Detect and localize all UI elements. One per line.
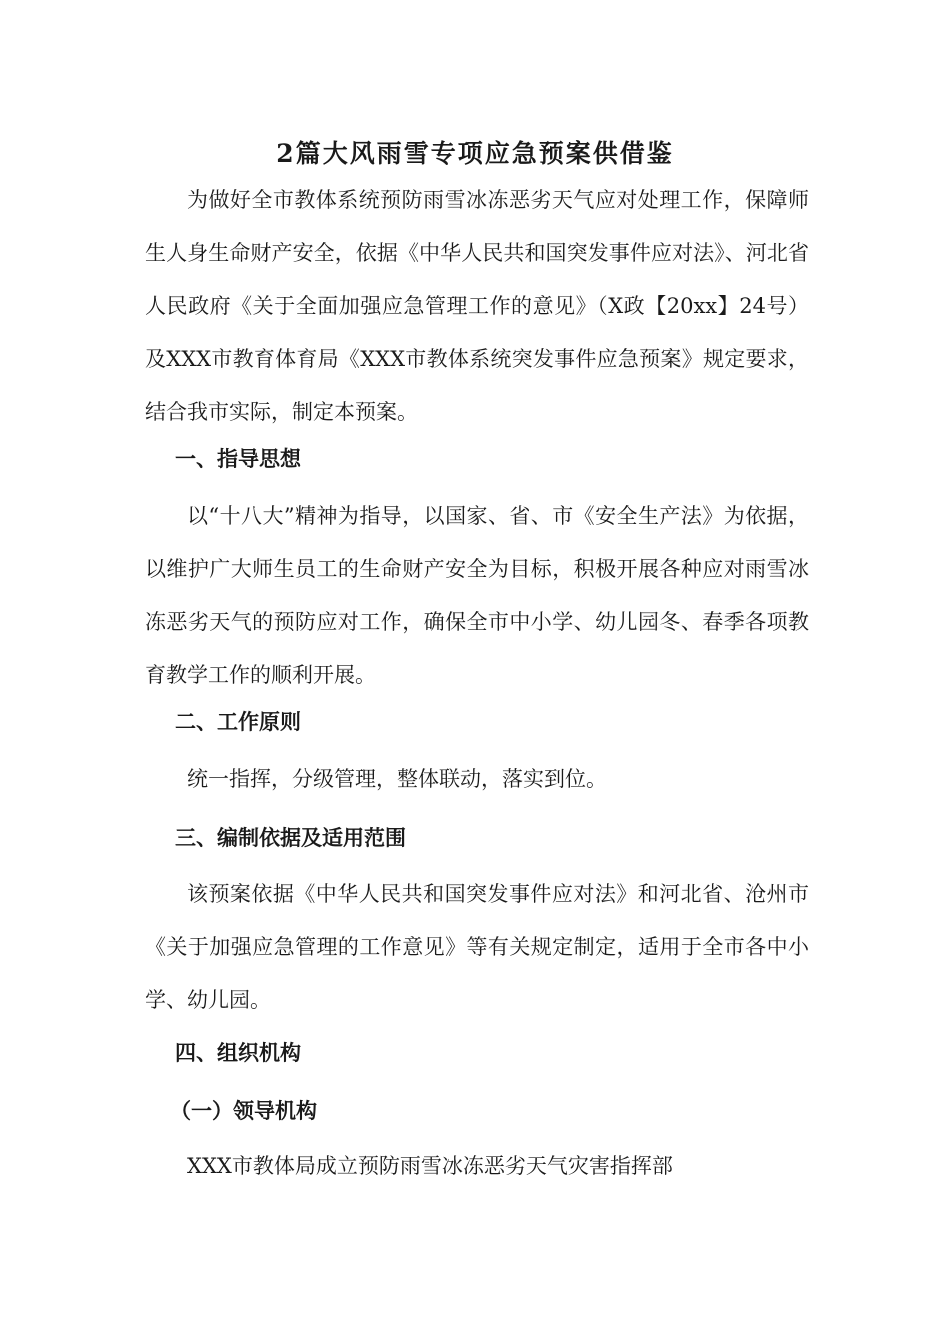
leadership-paragraph: XXX市教体局成立预防雨雪冰冻恶劣天气灾害指挥部: [187, 1154, 673, 1178]
basis-and-scope-paragraph: 该预案依据《中华人民共和国突发事件应对法》和河北省、沧州市《关于加强应急管理的工作意见》等有关规定制定，适用于全市各中小学、幼儿园。: [145, 882, 809, 1012]
work-principles-paragraph: 统一指挥，分级管理，整体联动，落实到位。: [187, 767, 607, 791]
section-heading-organization: 四、组织机构: [175, 1040, 301, 1065]
section-heading-work-principles: 二、工作原则: [175, 709, 301, 734]
intro-paragraph: 为做好全市教体系统预防雨雪冰冻恶劣天气应对处理工作，保障师生人身生命财产安全，依据《中华人民共和国突发事件应对法》、河北省人民政府《关于全面加强应急管理工作的意见》（X政【20xx】24号）及XXX市教育体育局《XXX市教体系统突发事件应急预案》规定要求，结合我市实际，制定本预案。: [145, 188, 809, 424]
section-heading-guiding-ideology: 一、指导思想: [175, 446, 301, 471]
section-heading-basis-and-scope: 三、编制依据及适用范围: [175, 825, 406, 850]
subsection-heading-leadership: （一）领导机构: [170, 1098, 317, 1123]
document-title: 2篇大风雨雪专项应急预案供借鉴: [276, 139, 674, 168]
guiding-ideology-paragraph: 以“十八大”精神为指导，以国家、省、市《安全生产法》为依据，以维护广大师生员工的生命财产安全为目标，积极开展各种应对雨雪冰冻恶劣天气的预防应对工作，确保全市中小学、幼儿园冬、春季各项教育教学工作的顺利开展。: [145, 504, 809, 687]
